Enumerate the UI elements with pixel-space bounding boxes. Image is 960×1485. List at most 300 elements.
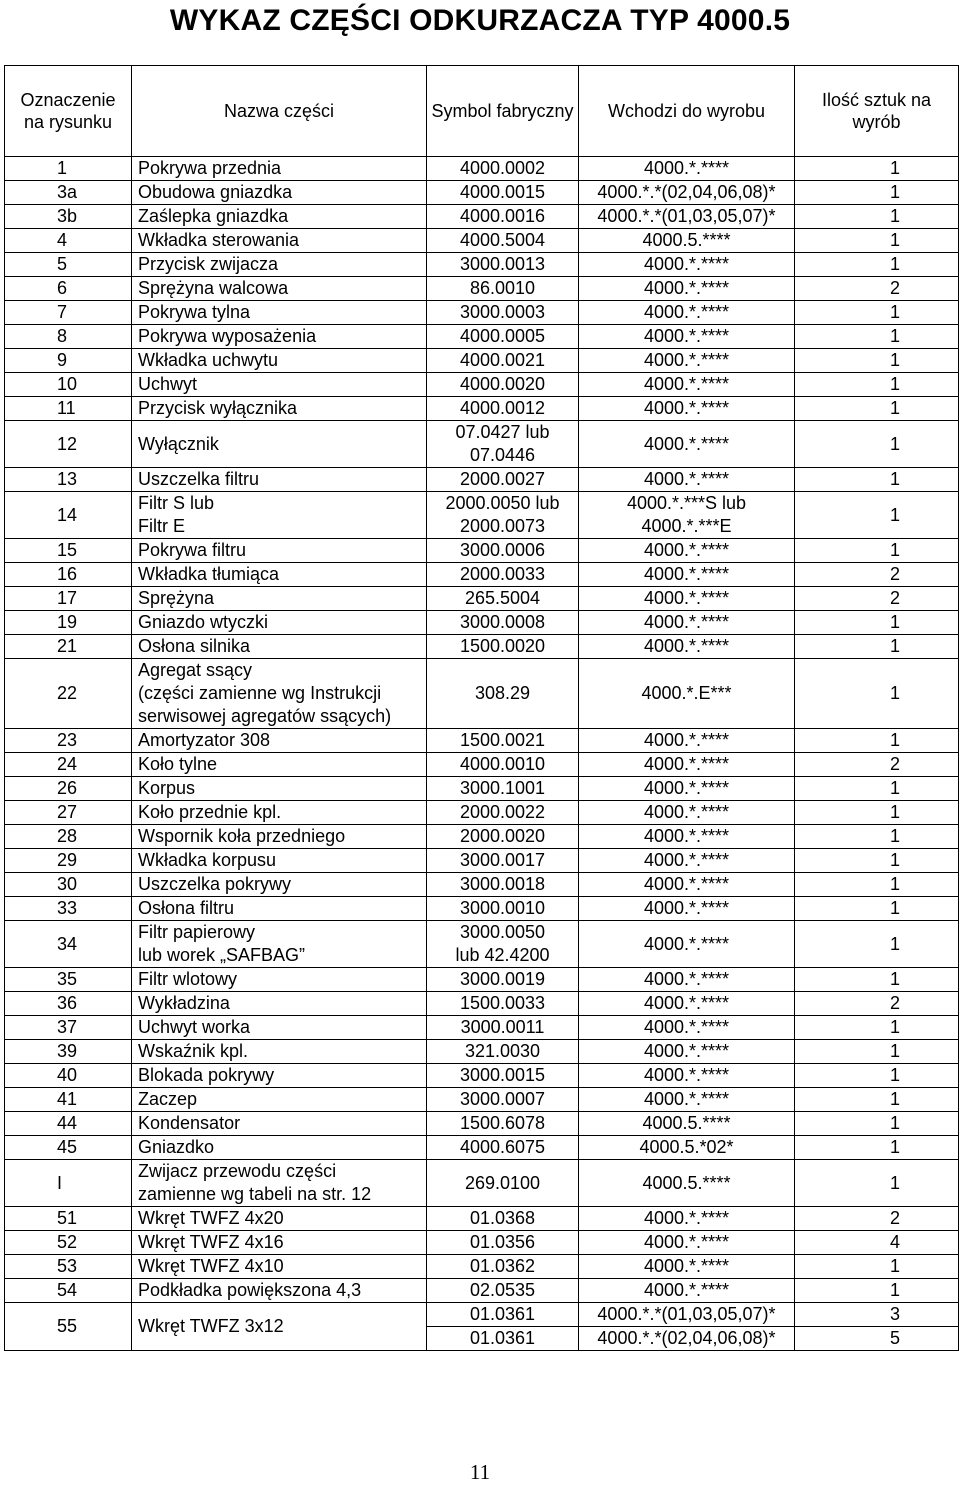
table-row [5, 349, 959, 373]
cell-product-line: 4000.*.**** [643, 730, 730, 750]
cell-factory-symbol-line: 4000.0005 [459, 326, 546, 346]
cell-part-name-line: Wkładka korpusu [138, 850, 277, 870]
cell-quantity: 1 [795, 1279, 959, 1303]
cell-quantity: 1 [795, 181, 959, 205]
cell-factory-symbol [427, 1136, 579, 1160]
cell-product [579, 492, 795, 539]
cell-part-name [132, 992, 427, 1016]
cell-part-name-line: Wkładka sterowania [138, 230, 300, 250]
cell-factory-symbol-line: 1500.0020 [459, 636, 546, 656]
cell-product [579, 611, 795, 635]
cell-part-name-line: Wkręt TWFZ 4x20 [138, 1208, 284, 1228]
cell-factory-symbol [427, 1016, 579, 1040]
cell-part-name [132, 1016, 427, 1040]
cell-quantity: 1 [795, 611, 959, 635]
cell-quantity: 1 [795, 921, 959, 968]
table-row [5, 873, 959, 897]
table-row [5, 563, 959, 587]
cell-factory-symbol [427, 729, 579, 753]
cell-product [579, 539, 795, 563]
cell-part-name-line: Wkręt TWFZ 4x10 [138, 1256, 284, 1276]
table-row [5, 157, 959, 181]
cell-product [579, 1160, 795, 1207]
cell-product: 4000.*.*(02,04,06,08)* [579, 1327, 795, 1351]
cell-part-name-line: Filtr S lub [138, 493, 215, 513]
cell-part-name [132, 849, 427, 873]
cell-drawing-mark: 9 [5, 349, 132, 373]
cell-factory-symbol [427, 157, 579, 181]
table-row [5, 1303, 959, 1327]
cell-quantity: 1 [795, 1016, 959, 1040]
cell-product-line: 4000.*.**** [643, 433, 730, 454]
cell-product [579, 825, 795, 849]
cell-drawing-mark: 15 [5, 539, 132, 563]
cell-product-line: 4000.*.**** [643, 278, 730, 298]
cell-factory-symbol [427, 181, 579, 205]
cell-part-name-line: Sprężyna walcowa [138, 278, 289, 298]
cell-part-name-line: Osłona filtru [138, 898, 235, 918]
cell-product-line: 4000.*.**** [643, 1017, 730, 1037]
header-row [5, 66, 959, 157]
cell-factory-symbol [427, 659, 579, 729]
cell-drawing-mark: 34 [5, 921, 132, 968]
cell-product-line: 4000.*.**** [643, 398, 730, 418]
cell-drawing-mark: 6 [5, 277, 132, 301]
cell-product [579, 849, 795, 873]
cell-part-name [132, 659, 427, 729]
cell-drawing-mark: 33 [5, 897, 132, 921]
cell-factory-symbol [427, 968, 579, 992]
cell-part-name-line: Gniazdo wtyczki [138, 612, 269, 632]
cell-product [579, 1040, 795, 1064]
cell-part-name-line: Zaślepka gniazdka [138, 206, 289, 226]
cell-factory-symbol-line: 3000.1001 [459, 778, 546, 798]
cell-drawing-mark: 28 [5, 825, 132, 849]
cell-product [579, 205, 795, 229]
cell-drawing-mark: 27 [5, 801, 132, 825]
cell-drawing-mark: 36 [5, 992, 132, 1016]
cell-product-line: 4000.*.**** [643, 826, 730, 846]
table-row [5, 277, 959, 301]
cell-drawing-mark: 4 [5, 229, 132, 253]
cell-product [579, 1016, 795, 1040]
cell-factory-symbol [427, 563, 579, 587]
cell-product-line: 4000.*.**** [643, 350, 730, 370]
cell-part-name [132, 539, 427, 563]
table-row [5, 992, 959, 1016]
cell-part-name-line: Amortyzator 308 [138, 730, 271, 750]
cell-drawing-mark: 53 [5, 1255, 132, 1279]
cell-drawing-mark: 3b [5, 205, 132, 229]
cell-quantity: 1 [795, 205, 959, 229]
cell-factory-symbol [427, 277, 579, 301]
cell-part-name [132, 729, 427, 753]
cell-factory-symbol [427, 753, 579, 777]
cell-part-name [132, 421, 427, 468]
cell-product [579, 968, 795, 992]
cell-product-line: 4000.*.***S lub [626, 493, 747, 513]
cell-part-name-line: Wkładka tłumiąca [138, 564, 280, 584]
cell-part-name-line: Zaczep [138, 1089, 198, 1109]
cell-part-name [132, 301, 427, 325]
cell-drawing-mark: 55 [5, 1303, 132, 1351]
cell-product-line: 4000.5.**** [642, 230, 731, 250]
table-row [5, 1064, 959, 1088]
cell-product-line: 4000.*.**** [643, 898, 730, 918]
cell-product [579, 1088, 795, 1112]
cell-drawing-mark: 24 [5, 753, 132, 777]
cell-part-name-line: Wykładzina [138, 993, 230, 1013]
cell-factory-symbol-line: lub 42.4200 [455, 945, 550, 965]
cell-product [579, 397, 795, 421]
cell-part-name [132, 373, 427, 397]
cell-quantity: 1 [795, 492, 959, 539]
cell-factory-symbol-line: 265.5004 [464, 588, 541, 608]
cell-part-name [132, 1255, 427, 1279]
cell-part-name [132, 968, 427, 992]
table-row [5, 897, 959, 921]
header-product: Wchodzi do wyrobu [579, 66, 795, 157]
cell-drawing-mark: 26 [5, 777, 132, 801]
cell-product [579, 325, 795, 349]
cell-quantity: 1 [795, 825, 959, 849]
table-row [5, 1088, 959, 1112]
cell-part-name-line: Pokrywa przednia [138, 158, 282, 178]
cell-factory-symbol [427, 801, 579, 825]
table-row [5, 325, 959, 349]
cell-factory-symbol [427, 1207, 579, 1231]
cell-quantity: 1 [795, 1255, 959, 1279]
cell-factory-symbol-line: 1500.6078 [459, 1113, 546, 1133]
cell-drawing-mark: 5 [5, 253, 132, 277]
cell-factory-symbol [427, 1160, 579, 1207]
cell-part-name [132, 635, 427, 659]
table-row [5, 777, 959, 801]
cell-part-name [132, 1279, 427, 1303]
cell-factory-symbol-line: 2000.0050 lub [445, 493, 560, 513]
cell-drawing-mark: I [5, 1160, 132, 1207]
cell-quantity: 1 [795, 897, 959, 921]
cell-factory-symbol [427, 205, 579, 229]
cell-drawing-mark: 40 [5, 1064, 132, 1088]
cell-product-line: 4000.*.**** [643, 374, 730, 394]
cell-factory-symbol: 01.0361 [427, 1303, 579, 1327]
cell-factory-symbol-line: 01.0362 [469, 1256, 536, 1276]
cell-quantity: 2 [795, 587, 959, 611]
cell-product [579, 801, 795, 825]
cell-product-line: 4000.*.***E [641, 516, 732, 536]
page-number: 11 [469, 1460, 491, 1484]
cell-drawing-mark: 29 [5, 849, 132, 873]
table-row [5, 468, 959, 492]
table-row [5, 921, 959, 968]
cell-part-name [132, 1064, 427, 1088]
cell-factory-symbol-line: 07.0427 lub [455, 422, 550, 442]
cell-factory-symbol-line: 3000.0018 [459, 874, 546, 894]
cell-factory-symbol [427, 229, 579, 253]
cell-factory-symbol [427, 301, 579, 325]
cell-product-line: 4000.*.**** [643, 754, 730, 774]
cell-drawing-mark: 39 [5, 1040, 132, 1064]
cell-part-name-line: Przycisk wyłącznika [138, 398, 298, 418]
cell-factory-symbol-line: 3000.0008 [459, 612, 546, 632]
cell-drawing-mark: 1 [5, 157, 132, 181]
cell-part-name [132, 325, 427, 349]
cell-quantity: 1 [795, 968, 959, 992]
table-row [5, 753, 959, 777]
cell-product-line: 4000.*.**** [643, 469, 730, 489]
cell-factory-symbol [427, 635, 579, 659]
cell-quantity: 2 [795, 1207, 959, 1231]
cell-part-name-line: Wspornik koła przedniego [138, 826, 346, 846]
cell-factory-symbol: 01.0361 [427, 1327, 579, 1351]
cell-part-name [132, 873, 427, 897]
cell-factory-symbol-line: 4000.0012 [459, 398, 546, 418]
cell-part-name-line: Zwijacz przewodu części [138, 1161, 337, 1181]
cell-drawing-mark: 52 [5, 1231, 132, 1255]
cell-part-name [132, 1136, 427, 1160]
cell-factory-symbol [427, 539, 579, 563]
cell-factory-symbol [427, 253, 579, 277]
cell-quantity: 1 [795, 373, 959, 397]
cell-product-line: 4000.*.**** [643, 158, 730, 178]
cell-factory-symbol-line: 4000.0020 [459, 374, 546, 394]
cell-factory-symbol [427, 492, 579, 539]
cell-quantity: 1 [795, 1160, 959, 1207]
cell-product-line: 4000.*.**** [643, 1256, 730, 1276]
cell-product-line: 4000.*.*(02,04,06,08)* [597, 182, 776, 202]
cell-quantity: 2 [795, 277, 959, 301]
cell-product-line: 4000.*.**** [643, 588, 730, 608]
cell-product [579, 753, 795, 777]
cell-quantity: 1 [795, 229, 959, 253]
header-factory-symbol: Symbol fabryczny [427, 66, 579, 157]
parts-table [4, 65, 959, 1351]
cell-factory-symbol [427, 1040, 579, 1064]
cell-quantity: 1 [795, 635, 959, 659]
cell-product-line: 4000.*.**** [643, 636, 730, 656]
cell-quantity: 1 [795, 468, 959, 492]
cell-factory-symbol-line: 3000.0015 [459, 1065, 546, 1085]
cell-product [579, 587, 795, 611]
cell-factory-symbol [427, 825, 579, 849]
page-title: WYKAZ CZĘŚCI ODKURZACZA TYP 4000.5 [169, 4, 791, 37]
cell-part-name-line: Uszczelka filtru [138, 469, 260, 489]
cell-drawing-mark: 30 [5, 873, 132, 897]
cell-product [579, 563, 795, 587]
cell-part-name-line: Uszczelka pokrywy [138, 874, 292, 894]
table-row [5, 1231, 959, 1255]
cell-factory-symbol [427, 1255, 579, 1279]
cell-quantity: 1 [795, 729, 959, 753]
cell-product-line: 4000.*.**** [643, 993, 730, 1013]
cell-part-name-line: Kondensator [138, 1113, 241, 1133]
cell-factory-symbol [427, 587, 579, 611]
cell-quantity: 1 [795, 325, 959, 349]
cell-factory-symbol-line: 1500.0033 [459, 993, 546, 1013]
cell-factory-symbol [427, 1231, 579, 1255]
cell-part-name [132, 157, 427, 181]
cell-quantity: 2 [795, 563, 959, 587]
header-drawing-mark: Oznaczenie na rysunku [5, 66, 132, 157]
table-row [5, 611, 959, 635]
cell-part-name-line: Pokrywa wyposażenia [138, 326, 317, 346]
cell-product-line: 4000.*.E*** [641, 683, 732, 703]
cell-factory-symbol-line: 07.0446 [469, 445, 536, 465]
cell-quantity: 2 [795, 992, 959, 1016]
cell-part-name-line: Agregat ssący [138, 660, 253, 680]
cell-factory-symbol-line: 02.0535 [469, 1280, 536, 1300]
cell-part-name-line: Wskaźnik kpl. [138, 1041, 249, 1061]
cell-drawing-mark: 14 [5, 492, 132, 539]
cell-quantity: 1 [795, 777, 959, 801]
cell-factory-symbol [427, 611, 579, 635]
cell-part-name [132, 825, 427, 849]
cell-factory-symbol [427, 1064, 579, 1088]
cell-factory-symbol-line: 2000.0027 [459, 469, 546, 489]
cell-part-name [132, 253, 427, 277]
cell-product-line: 4000.*.**** [643, 302, 730, 322]
cell-factory-symbol-line: 4000.0002 [459, 158, 546, 178]
cell-product [579, 1279, 795, 1303]
cell-factory-symbol-line: 1500.0021 [459, 730, 546, 750]
table-row [5, 849, 959, 873]
cell-product [579, 729, 795, 753]
cell-part-name [132, 801, 427, 825]
cell-factory-symbol [427, 777, 579, 801]
table-row [5, 1136, 959, 1160]
table-row [5, 1160, 959, 1207]
cell-quantity: 1 [795, 849, 959, 873]
cell-factory-symbol-line: 2000.0022 [459, 802, 546, 822]
cell-product-line: 4000.*.**** [643, 778, 730, 798]
cell-product-line: 4000.*.**** [643, 1065, 730, 1085]
cell-part-name [132, 1207, 427, 1231]
cell-factory-symbol-line: 3000.0007 [459, 1089, 546, 1109]
cell-factory-symbol-line: 01.0368 [469, 1208, 536, 1228]
cell-drawing-mark: 3a [5, 181, 132, 205]
cell-factory-symbol [427, 373, 579, 397]
cell-factory-symbol-line: 3000.0003 [459, 302, 546, 322]
table-row [5, 373, 959, 397]
cell-factory-symbol-line: 4000.6075 [459, 1137, 546, 1157]
table-row [5, 1255, 959, 1279]
cell-quantity: 2 [795, 753, 959, 777]
cell-factory-symbol-line: 2000.0020 [459, 826, 546, 846]
cell-factory-symbol [427, 897, 579, 921]
cell-drawing-mark: 8 [5, 325, 132, 349]
cell-factory-symbol [427, 1279, 579, 1303]
cell-factory-symbol-line: 4000.0015 [459, 182, 546, 202]
cell-product-line: 4000.*.**** [643, 1041, 730, 1061]
cell-part-name-line: Koło przednie kpl. [138, 802, 282, 822]
cell-factory-symbol-line: 3000.0010 [459, 898, 546, 918]
cell-part-name [132, 468, 427, 492]
table-row [5, 635, 959, 659]
cell-product-line: 4000.*.**** [643, 326, 730, 346]
cell-drawing-mark: 23 [5, 729, 132, 753]
cell-factory-symbol [427, 325, 579, 349]
cell-product: 4000.*.*(01,03,05,07)* [579, 1303, 795, 1327]
cell-factory-symbol [427, 873, 579, 897]
cell-part-name [132, 229, 427, 253]
cell-part-name-line: Obudowa gniazdka [138, 182, 293, 202]
cell-part-name-line: Przycisk zwijacza [138, 254, 279, 274]
cell-drawing-mark: 44 [5, 1112, 132, 1136]
cell-factory-symbol [427, 421, 579, 468]
cell-quantity: 1 [795, 873, 959, 897]
cell-part-name [132, 611, 427, 635]
cell-part-name-line: Sprężyna [138, 588, 215, 608]
cell-drawing-mark: 22 [5, 659, 132, 729]
table-row [5, 1040, 959, 1064]
table-row [5, 492, 959, 539]
cell-part-name [132, 181, 427, 205]
cell-product-line: 4000.*.**** [643, 564, 730, 584]
cell-factory-symbol [427, 992, 579, 1016]
cell-factory-symbol-line: 86.0010 [469, 278, 536, 298]
cell-product [579, 373, 795, 397]
cell-part-name [132, 777, 427, 801]
cell-drawing-mark: 11 [5, 397, 132, 421]
cell-part-name [132, 492, 427, 539]
cell-part-name [132, 753, 427, 777]
cell-product [579, 277, 795, 301]
table-row [5, 181, 959, 205]
cell-product [579, 777, 795, 801]
cell-part-name-line: Wyłącznik [138, 433, 219, 454]
cell-part-name [132, 1040, 427, 1064]
cell-part-name [132, 563, 427, 587]
table-row [5, 229, 959, 253]
cell-quantity: 1 [795, 659, 959, 729]
cell-part-name-line: Wkładka uchwytu [138, 350, 279, 370]
cell-drawing-mark: 37 [5, 1016, 132, 1040]
cell-quantity: 1 [795, 301, 959, 325]
table-row [5, 205, 959, 229]
cell-product [579, 1255, 795, 1279]
cell-factory-symbol-line: 2000.0033 [459, 564, 546, 584]
table-row [5, 421, 959, 468]
cell-product-line: 4000.*.**** [643, 933, 730, 954]
cell-product-line: 4000.5.*02* [639, 1137, 734, 1157]
cell-part-name [132, 1112, 427, 1136]
cell-quantity: 1 [795, 1064, 959, 1088]
cell-drawing-mark: 13 [5, 468, 132, 492]
cell-part-name: Wkręt TWFZ 3x12 [132, 1303, 427, 1351]
cell-product-line: 4000.*.**** [643, 1280, 730, 1300]
cell-part-name-line: (części zamienne wg Instrukcji [138, 683, 382, 703]
cell-product-line: 4000.*.*(01,03,05,07)* [597, 206, 776, 226]
cell-factory-symbol [427, 1112, 579, 1136]
cell-quantity: 5 [795, 1327, 959, 1351]
cell-part-name-line: Korpus [138, 778, 196, 798]
cell-quantity: 1 [795, 253, 959, 277]
cell-quantity: 1 [795, 801, 959, 825]
cell-product-line: 4000.*.**** [643, 1089, 730, 1109]
cell-product [579, 349, 795, 373]
cell-part-name-line: Blokada pokrywy [138, 1065, 275, 1085]
cell-quantity: 1 [795, 157, 959, 181]
cell-factory-symbol-line: 3000.0017 [459, 850, 546, 870]
cell-quantity: 1 [795, 397, 959, 421]
cell-product [579, 421, 795, 468]
cell-product [579, 1136, 795, 1160]
cell-factory-symbol [427, 849, 579, 873]
table-row [5, 253, 959, 277]
cell-part-name [132, 897, 427, 921]
cell-drawing-mark: 41 [5, 1088, 132, 1112]
